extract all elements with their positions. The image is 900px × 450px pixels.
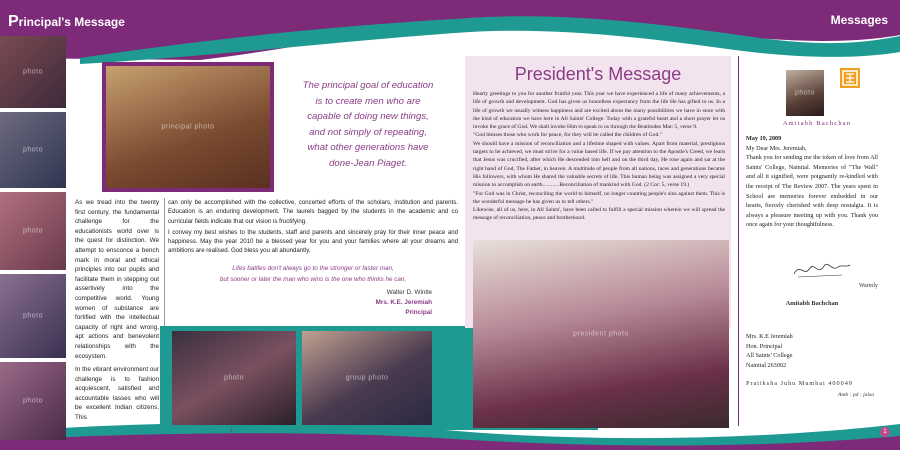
- president-paragraph: We should have a mission of reconciliation and a lifetime shaped with values. Apart from material, prestigious targets to be achieved, we must strive for a value based life. If we pay attention to the Apostle's Creed, we learn that Jesus was crucified, after which He descended into hell and on the third day, He rose again and sat at the right hand of God, The Father, in heaven. A multitude of people from all nations, races and generations became His followers, with whom He shared the valuable secrets of life. This human being was assigned a very special mission to accomplish on earth............Reconciliation of mankind with God. (2 Cor: 5, verse 19.): [473, 140, 725, 189]
- attribution: Walter D. Wintle: [386, 289, 432, 296]
- photo-strip-2: photo: [0, 112, 66, 188]
- page-number-left: 1: [230, 428, 234, 434]
- logo-mark: [840, 68, 860, 88]
- letter-closing: Warmly: [858, 283, 878, 289]
- mid-paragraph: I convey my best wishes to the students, staff and parents and sincerely pray for their inner peace and happiness. May the year 2010 be a blessed year for you and your families where all your dreams and ambitions are realised. God bless you all abundantly.: [168, 228, 458, 255]
- quote-line: The principal goal of education: [302, 80, 434, 91]
- letter-date: May 19, 2009: [746, 135, 782, 142]
- award-photo: photo: [172, 331, 296, 425]
- principal-message-heading: [8, 13, 125, 31]
- heading-initial: P: [8, 13, 19, 30]
- left-paragraph: As we tread into the twenty first century, the fundamental challenge for the educationists world over is the quest for distinction. We attempt to ensconce a bench mark in moral and ethical principles into our pupils and facilitate them in stepping out assertively into the competitive world. Young women of substance are fortified with the intellectual capacity of right and wrong, apt actions and benevolent relationships with the ecosystem.: [75, 199, 159, 360]
- photo-strip-5: photo: [0, 362, 66, 440]
- group-photo: group photo: [302, 331, 432, 425]
- president-paragraph: Hearty greetings to you for another fruitful year. This year we have experienced a life of many achievements, a life of growth and development. God has given us boundless expectancy from the life He has gifted to us. In a life of growth we usually witness happiness and are excited about the many possibilities we have in store with the kind of education we have here in All Saints' College. Today with a grateful heart and a short prayer let us invoke the grace of God. We shall invoke Him to speak to us through the Beatitudes Mat: 5, verse 9.: [473, 91, 725, 131]
- quote-line: done-Jean Piaget.: [329, 157, 407, 169]
- photo-strip-3: photo: [0, 192, 66, 270]
- address-line: All Saints' College: [746, 352, 793, 360]
- signature-scribble: [792, 258, 852, 280]
- principal-quote: [278, 78, 458, 172]
- quote-line: what other generations have: [307, 142, 429, 154]
- principal-name: Mrs. K.E. Jeremiah: [375, 298, 432, 306]
- president-paragraph: "God blesses those who work for peace, for they will be called the children of God.": [473, 132, 662, 139]
- letterhead-name: Amitabh Bachchan: [782, 120, 852, 127]
- messages-heading: Messages: [830, 13, 888, 27]
- letter-body: Thank you for sending me the token of love from All Saints' College, Nainital. Memories of "The Wall" and all it signified, were poignantly re-kindled with the receipt of The Review 2007. The years spent in School are memories forever embedded in our hearts, fiercely cherished with deep nostalgia. It is always a pleasure meeting up with you. Thank you once again for your thoughtfulness.: [746, 154, 878, 229]
- quote-line: capable of doing new things,: [307, 111, 429, 123]
- letter-footer-address: Pratiksha Juhu Mumbai 400049: [746, 380, 853, 387]
- address-line: Nainital 263002: [746, 361, 787, 369]
- photo-strip-4: photo: [0, 274, 66, 358]
- page-number-badge: [880, 427, 890, 437]
- principal-middle-column: [168, 198, 458, 258]
- letter-signature-name: Amitabh Bachchan: [785, 300, 839, 307]
- president-photo: president photo: [473, 240, 729, 428]
- photo-strip-1: photo: [0, 36, 66, 108]
- principal-title: Principal: [405, 308, 432, 316]
- address-line: Mrs. K.E Jeremiah: [746, 333, 793, 340]
- closing-quote: [168, 264, 458, 285]
- president-paragraph: Likewise, all of us, here, in All Saints', have been called to fulfill a special mission wherein we will spread the message of reconciliation, peace and brotherhood.: [473, 207, 725, 222]
- address-line: Hon. Principal: [746, 342, 783, 350]
- right-divider: [738, 56, 739, 426]
- letter-salutation: My Dear Mrs. Jeremiah,: [746, 144, 807, 152]
- principal-signature-block: [300, 288, 432, 318]
- quote-line: is to create men who are: [315, 95, 421, 107]
- president-title: President's Message: [514, 64, 682, 84]
- quote-line: and not simply of repeating,: [309, 126, 427, 138]
- letter-address: [746, 332, 878, 370]
- closing-quote-line: but sooner or later the man who wins is the one who thinks he can.: [219, 275, 407, 283]
- heading-rest: rincipal's Message: [18, 15, 125, 29]
- principal-left-column: [75, 198, 159, 427]
- president-text: [473, 90, 725, 223]
- page-number-right: 1: [883, 429, 887, 435]
- president-paragraph: "For God was in Christ, reconciling the world to himself, no longer counting people's sins against them. This is the wonderful message he has given us to tell others.": [473, 190, 725, 205]
- mid-paragraph: can only be accomplished with the collective, concerted efforts of the scholars, institution and parents. Education is an enduring development. The laurels bagged by the students in the academic and co curricular fields indicate that our vision is fructifying.: [168, 199, 458, 225]
- left-paragraph: In the vibrant environment our challenge is to fashion acquiescent, satisfied and accountable lasses who will be excellent Indian citizens. This: [75, 366, 159, 422]
- logo-icon: [840, 68, 860, 88]
- amitabh-photo: photo: [786, 70, 824, 116]
- closing-quote-line: Lifes battles don't always go to the stronger or faster man,: [232, 265, 394, 272]
- principal-photo: principal photo: [106, 66, 270, 188]
- letter-footer-initials: Amb : pd : jalsa: [837, 392, 874, 398]
- letter-body-block: [746, 134, 878, 230]
